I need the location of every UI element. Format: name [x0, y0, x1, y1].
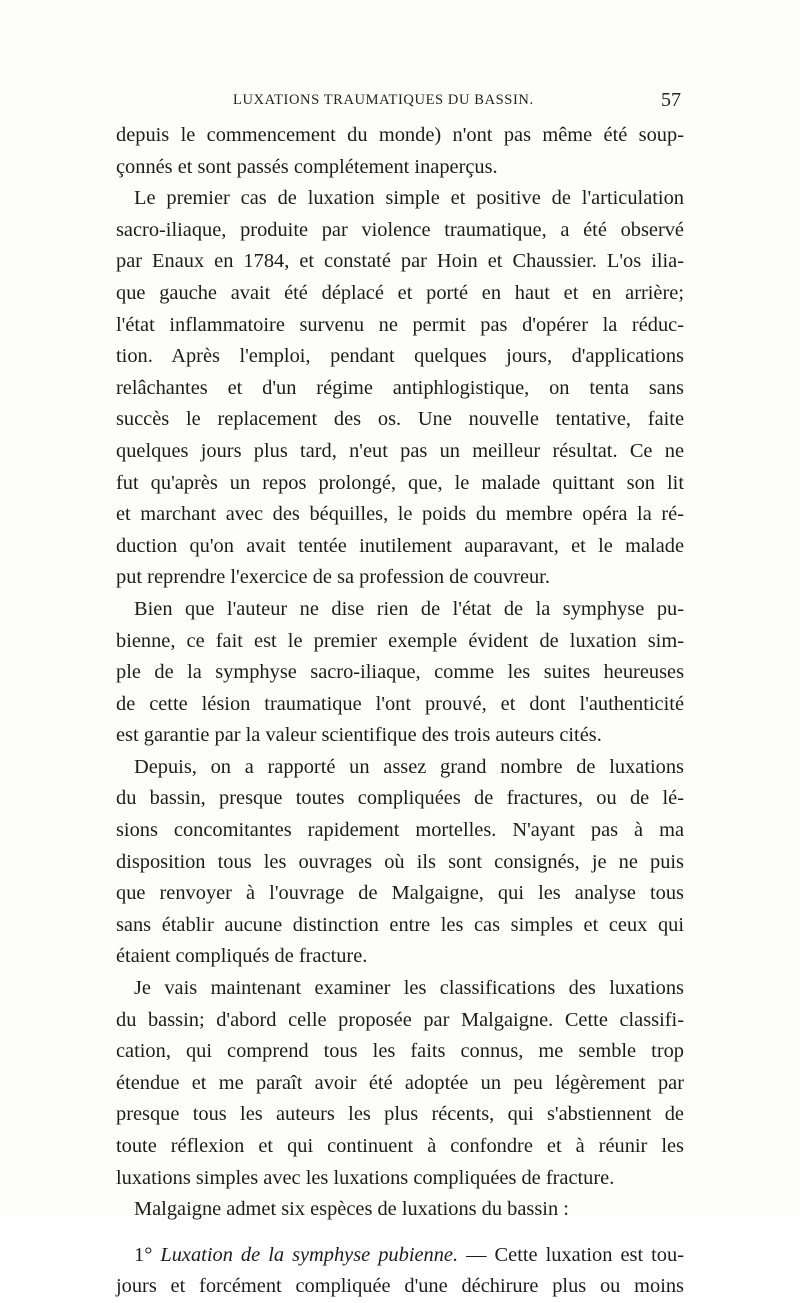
item-dash: —	[466, 1243, 487, 1266]
text-line: çonnés et sont passés complétement inaperçus.	[116, 155, 498, 178]
text-line: put reprendre l'exercice de sa profession de couvreur.	[116, 566, 550, 589]
text-line: sans établir aucune distinction entre les cas simples et ceux qui	[116, 913, 684, 936]
text-line: et marchant avec des béquilles, le poids du membre opéra la ré-	[116, 503, 684, 526]
text-line: fut qu'après un repos prolongé, que, le malade quittant son lit	[116, 471, 684, 494]
text-line: disposition tous les ouvrages où ils sont consignés, je ne puis	[116, 850, 684, 873]
text-line: étendue et me paraît avoir été adoptée un peu légèrement par	[116, 1071, 684, 1094]
text-line: jours et forcément compliquée d'une déchirure plus ou moins	[116, 1275, 684, 1298]
body-text	[116, 120, 684, 1303]
text-line: tion. Après l'emploi, pendant quelques jours, d'applications	[116, 345, 684, 368]
item-title: Luxation de la symphyse pubienne.	[160, 1243, 459, 1266]
text-line: Je vais maintenant examiner les classifications des luxations	[134, 977, 684, 1000]
text-line: relâchantes et d'un régime antiphlogistique, on tenta sans	[116, 376, 684, 399]
text-line: sions concomitantes rapidement mortelles. N'ayant pas à ma	[116, 819, 684, 842]
running-head	[115, 89, 685, 114]
text-line: cation, qui comprend tous les faits connus, me semble trop	[116, 1040, 684, 1063]
text-line: que gauche avait été déplacé et porté en haut et en arrière;	[116, 281, 684, 304]
text-line: par Enaux en 1784, et constaté par Hoin et Chaussier. L'os ilia-	[116, 250, 684, 273]
text-line: succès le replacement des os. Une nouvelle tentative, faite	[116, 408, 684, 431]
text-line: Malgaigne admet six espèces de luxations du bassin :	[134, 1198, 569, 1221]
text-line: bienne, ce fait est le premier exemple évident de luxation sim-	[116, 629, 684, 652]
text-line: du bassin, presque toutes compliquées de fractures, ou de lé-	[116, 787, 684, 810]
text-line: depuis le commencement du monde) n'ont pas même été soup-	[116, 124, 684, 146]
text-line: Bien que l'auteur ne dise rien de l'état de la symphyse pu-	[134, 597, 684, 620]
text-line: duction qu'on avait tentée inutilement auparavant, et le malade	[116, 534, 684, 557]
text-line: quelques jours plus tard, n'eut pas un meilleur résultat. Ce ne	[116, 439, 684, 462]
text-line: est garantie par la valeur scientifique des trois auteurs cités.	[116, 724, 602, 747]
text-line: toute réflexion et qui continuent à confondre et à réunir les	[116, 1135, 684, 1157]
text-line: presque tous les auteurs les plus récents, qui s'abstiennent de	[116, 1103, 684, 1126]
text-line: sacro-iliaque, produite par violence traumatique, a été observé	[116, 218, 684, 241]
item-number: 1°	[134, 1243, 153, 1266]
text-line: luxations simples avec les luxations compliquées de fracture.	[116, 1166, 615, 1189]
running-title: LUXATIONS TRAUMATIQUES DU BASSIN.	[233, 92, 534, 108]
text-line: Le premier cas de luxation simple et positive de l'articulation	[134, 187, 684, 210]
text-line: Depuis, on a rapporté un assez grand nombre de luxations	[134, 755, 684, 778]
text-line: que renvoyer à l'ouvrage de Malgaigne, qui les analyse tous	[116, 882, 684, 905]
text-line: du bassin; d'abord celle proposée par Malgaigne. Cette classifi-	[116, 1008, 684, 1031]
list-item-heading	[116, 1240, 684, 1272]
text-line: de cette lésion traumatique l'ont prouvé, et dont l'authenticité	[116, 692, 684, 715]
page-number: 57	[661, 89, 681, 111]
text-line: l'état inflammatoire survenu ne permit pas d'opérer la réduc-	[116, 313, 684, 336]
text-line: ple de la symphyse sacro-iliaque, comme les suites heureuses	[116, 661, 684, 684]
item-text: Cette luxation est tou-	[494, 1243, 684, 1266]
text-line: étaient compliqués de fracture.	[116, 945, 368, 968]
